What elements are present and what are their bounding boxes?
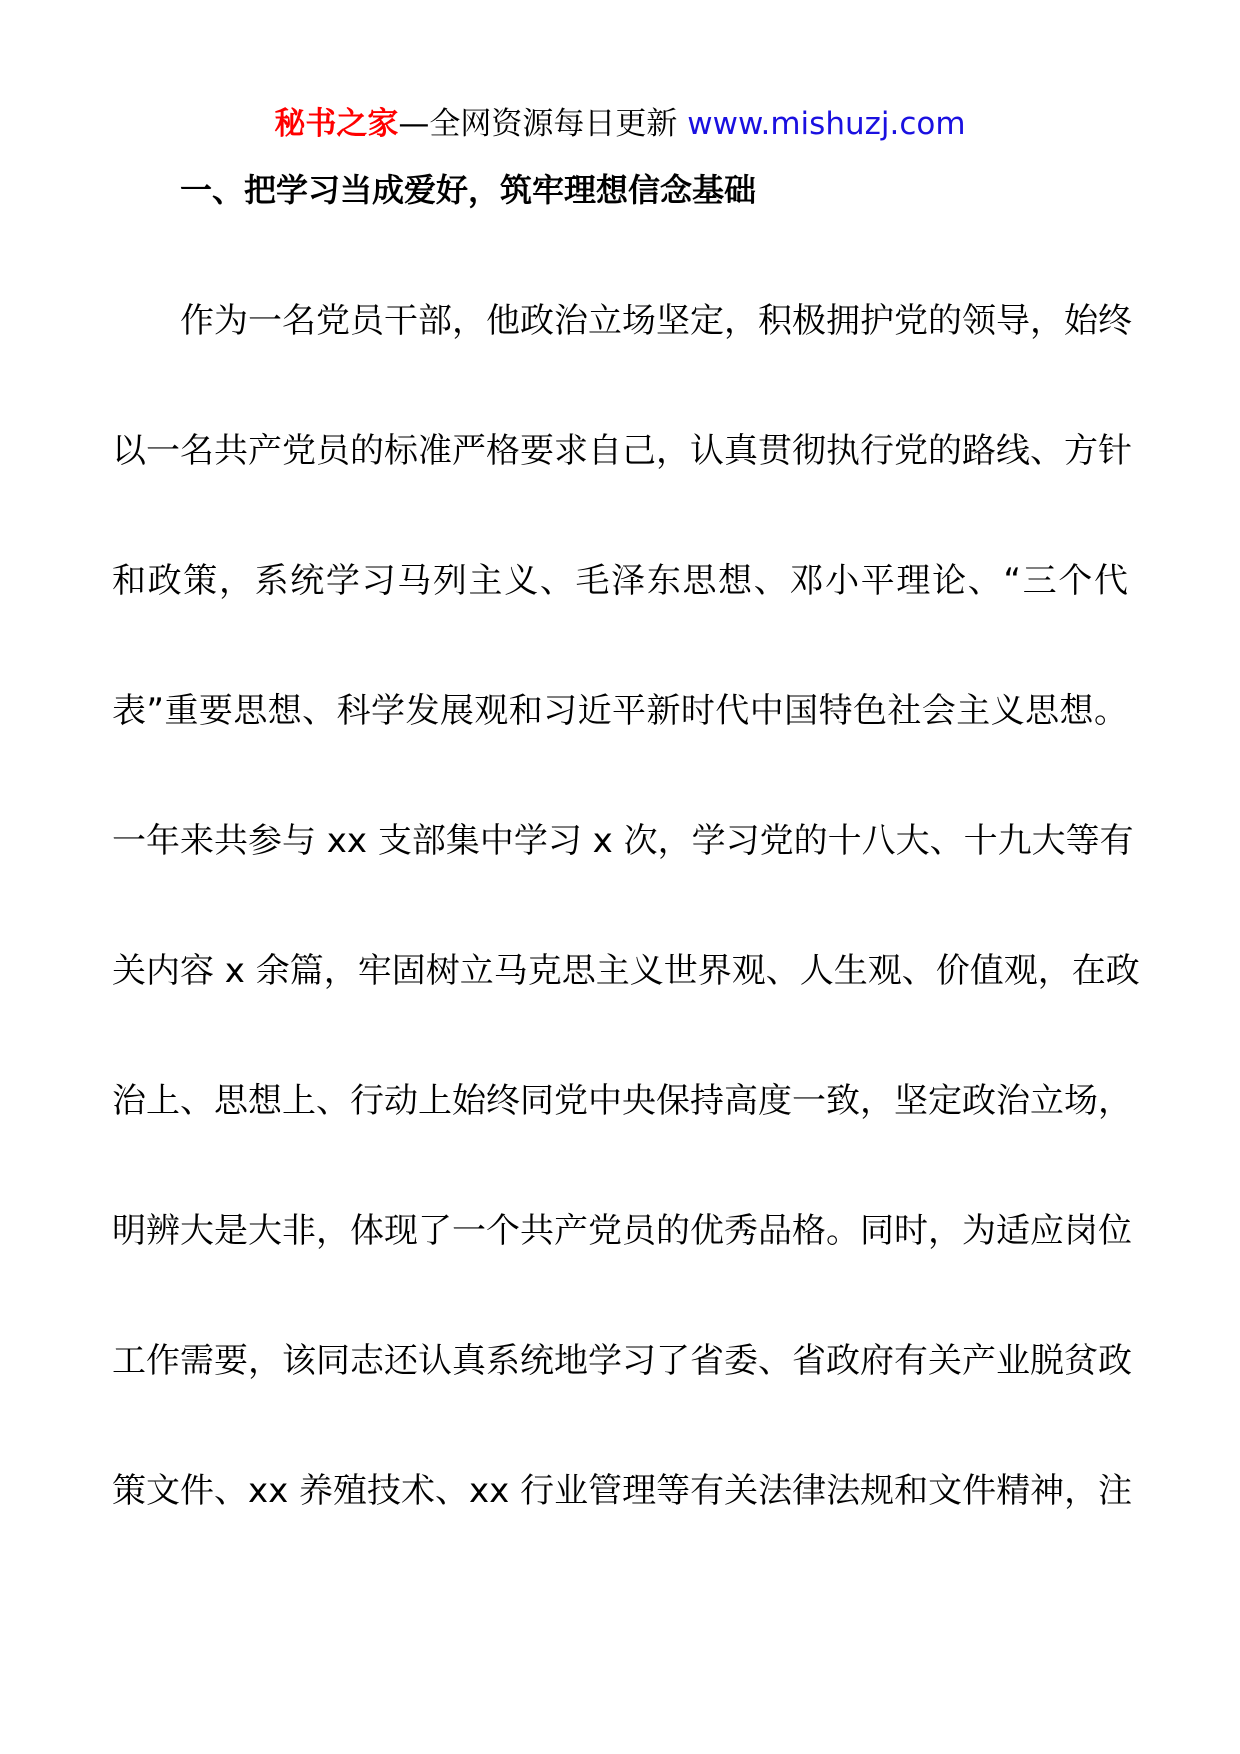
paragraph-line: 和政策，系统学习马列主义、毛泽东思想、邓小平理论、“三个代 xyxy=(112,561,1128,601)
paragraph-line: 工作需要，该同志还认真系统地学习了省委、省政府有关产业脱贫政 xyxy=(112,1341,1132,1381)
body-paragraph xyxy=(112,297,1140,1597)
paragraph-line: 表”重要思想、科学发展观和习近平新时代中国特色社会主义思想。 xyxy=(112,691,1128,731)
paragraph-line: 关内容 x 余篇，牢固树立马克思主义世界观、人生观、价值观，在政 xyxy=(112,951,1140,991)
site-url-link[interactable]: www.mishuzj.com xyxy=(687,106,966,142)
banner-tagline: —全网资源每日更新 xyxy=(398,106,678,142)
paragraph-line: 一年来共参与 xx 支部集中学习 x 次，学习党的十八大、十九大等有 xyxy=(112,821,1134,861)
paragraph-line: 治上、思想上、行动上始终同党中央保持高度一致，坚定政治立场， xyxy=(112,1081,1132,1121)
site-banner xyxy=(0,100,1240,148)
paragraph-line: 作为一名党员干部，他政治立场坚定，积极拥护党的领导，始终 xyxy=(180,301,1132,341)
section-heading: 一、把学习当成爱好，筑牢理想信念基础 xyxy=(180,171,757,209)
paragraph-line: 策文件、xx 养殖技术、xx 行业管理等有关法律法规和文件精神，注 xyxy=(112,1471,1133,1511)
brand-name: 秘书之家 xyxy=(274,106,399,142)
paragraph-line: 以一名共产党员的标准严格要求自己，认真贯彻执行党的路线、方针 xyxy=(112,431,1132,471)
paragraph-line: 明辨大是大非，体现了一个共产党员的优秀品格。同时，为适应岗位 xyxy=(112,1211,1132,1251)
